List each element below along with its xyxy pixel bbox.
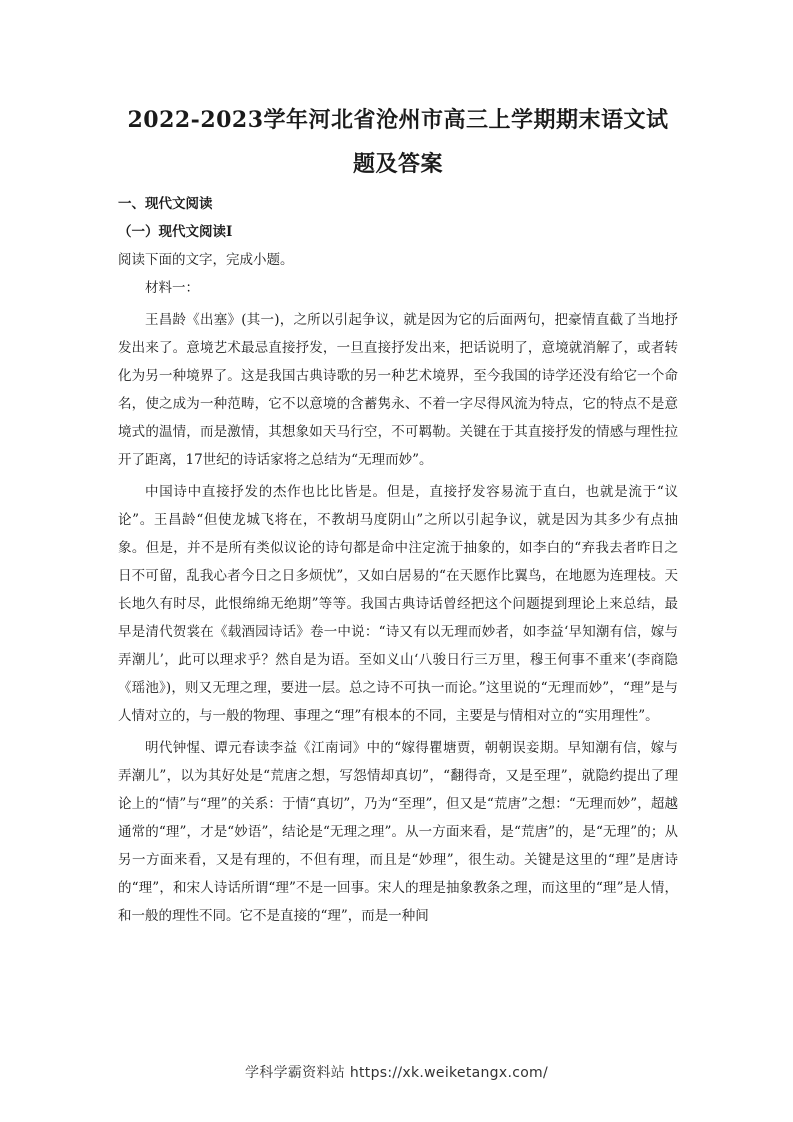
section-heading: 一、现代文阅读 (118, 196, 213, 212)
material-label: 材料一： (145, 280, 199, 296)
body-paragraph: 明代钟惺、谭元春读李益《江南词》中的“嫁得瞿塘贾，朝朝误妾期。早知潮有信，嫁与弄潮儿”，以为其好处是“荒唐之想，写怨情却真切”，“翻得奇，又是至理”，就隐约提出了理论上的“情”与“理”的关系：于情“真切”，乃为“至理”，但又是“荒唐”之想：“无理而妙”，超越通常的“理”，才是“妙语”，结论是“无理之理”。从一方面来看，是“荒唐”的，是“无理”的；从另一方面来看，又是有理的，不但有理，而且是“妙理”，很生动。关键是这里的“理”是唐诗的“理”，和宋人诗话所谓“理”不是一回事。宋人的理是抽象教条之理，而这里的“理”是人情，和一般的理性不同。它不是直接的“理”，而是一种间 (118, 740, 678, 924)
subsection-heading: （一）现代文阅读Ⅰ (118, 224, 233, 240)
document-title: 2022-2023学年河北省沧州市高三上学期期末语文试题及答案 (127, 107, 669, 177)
reading-instruction: 阅读下面的文字，完成小题。 (118, 252, 294, 268)
body-paragraph: 王昌龄《出塞》(其一)，之所以引起争议，就是因为它的后面两句，把豪情直截了当地抒发出来了。意境艺术最忌直接抒发，一旦直接抒发出来，把话说明了，意境就消解了，或者转化为另一种境界了。这是我国古典诗歌的另一种艺术境界，至今我国的诗学还没有给它一个命名，使之成为一种范畴，它不以意境的含蓄隽永、不着一字尽得风流为特点，它的特点不是意境式的温情，而是激情，其想象如天马行空，不可羁勒。关键在于其直接抒发的情感与理性拉开了距离，17世纪的诗话家将之总结为“无理而妙”。 (118, 312, 678, 468)
body-paragraph: 中国诗中直接抒发的杰作也比比皆是。但是，直接抒发容易流于直白，也就是流于“议论”。王昌龄“但使龙城飞将在，不教胡马度阴山”之所以引起争议，就是因为其多少有点抽象。但是，并不是所有类似议论的诗句都是命中注定流于抽象的，如李白的“弃我去者昨日之日不可留，乱我心者今日之日多烦忧”，又如白居易的“在天愿作比翼鸟，在地愿为连理枝。天长地久有时尽，此恨绵绵无绝期”等等。我国古典诗话曾经把这个问题提到理论上来总结，最早是清代贺裳在《载酒园诗话》卷一中说：“诗又有以无理而妙者，如李益‘早知潮有信，嫁与弄潮儿’，此可以理求乎？然自是为语。至如义山‘八骏日行三万里，穆王何事不重来’(李商隐《瑶池》)，则又无理之理，要进一层。总之诗不可执一而论。”这里说的“无理而妙”，“理”是与人情对立的，与一般的物理、事理之“理”有根本的不同，主要是与情相对立的“实用理性”。 (118, 484, 678, 724)
document-body (118, 98, 678, 934)
page-footer-watermark: 学科学霸资料站 https://xk.weiketangx.com/ (244, 1065, 549, 1081)
